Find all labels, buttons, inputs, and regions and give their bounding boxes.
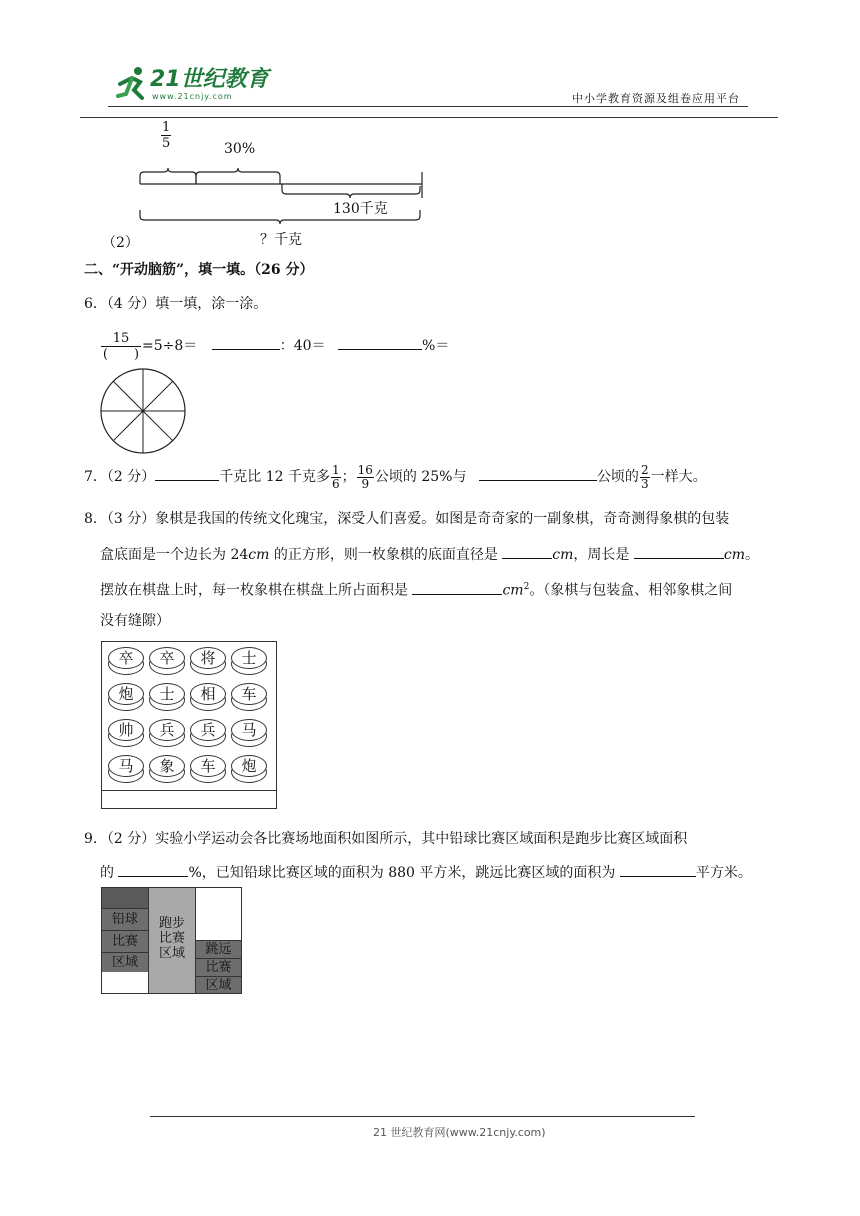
q8-line3a: 摆放在棋盘上时，每一枚象棋在棋盘上所占面积是: [100, 582, 413, 599]
q8-line2b: 的正方形，则一枚象棋的底面直径是: [269, 547, 503, 563]
longjump-label-1: 跳远: [196, 941, 241, 959]
chess-piece-label: 士: [241, 649, 257, 667]
q7-frac-1: [331, 464, 341, 491]
header: [0, 0, 860, 120]
q5-total-label: ？千克: [260, 232, 302, 248]
shotput-label-3: 区域: [111, 955, 138, 970]
chess-piece: [149, 719, 185, 747]
chess-piece-label: 卒: [159, 649, 175, 667]
chess-piece-label: 炮: [118, 685, 134, 703]
q9-blank-area[interactable]: [620, 860, 696, 877]
chess-piece-label: 车: [200, 757, 216, 775]
chess-piece: [231, 755, 267, 783]
q7-f2-num: 16: [357, 462, 373, 477]
chess-piece: [149, 683, 185, 711]
q6-blank-1[interactable]: [212, 333, 280, 350]
chess-piece: [190, 755, 226, 783]
logo: [112, 64, 272, 104]
chess-box-bottom-line: [102, 790, 276, 791]
chess-piece-label: 将: [200, 649, 216, 667]
header-platform-text: 中小学教育资源及组卷应用平台: [572, 92, 740, 105]
q6-frac-num: 15: [101, 331, 141, 347]
q8-blank-circumference[interactable]: [634, 542, 724, 559]
logo-url: www.21cnjy.com: [152, 92, 233, 101]
q8-line2a: 盒底面是一个边长为 24: [100, 547, 249, 563]
q8-unit-cm-a: cm: [248, 547, 270, 563]
q9-line2b: %，已知铅球比赛区域的面积为 880 平方米，跳远比赛区域的面积为: [188, 865, 620, 881]
longjump-label-3: 区域: [205, 978, 232, 993]
longjump-label-2: 比赛: [196, 959, 241, 977]
q5-frac-num: 1: [162, 120, 171, 135]
chess-piece: [149, 755, 185, 783]
q6-eq2: ：40＝: [279, 338, 326, 354]
chess-piece: [231, 719, 267, 747]
q7-t3: 公顷的 25%与: [374, 469, 467, 485]
chess-piece-label: 士: [159, 685, 175, 703]
chess-piece: [190, 647, 226, 675]
q5-part-label: 130千克: [333, 201, 388, 217]
running-label-2: 比赛: [158, 931, 185, 946]
q7-frac-3: [640, 464, 650, 491]
q8-blank-area[interactable]: [412, 578, 502, 595]
q8-line2d: 。: [745, 547, 759, 563]
running-label-1: 跑步: [158, 916, 185, 931]
area-diagram: [101, 887, 242, 994]
q9-line1: 9．（2 分）实验小学运动会各比赛场地面积如图所示，其中铅球比赛区域面积是跑步比赛区域面积: [84, 831, 688, 847]
chess-piece-label: 马: [118, 757, 134, 775]
footer-rule: [150, 1116, 695, 1117]
q7-t5: 一样大。: [650, 469, 707, 485]
q7-blank-2[interactable]: [479, 464, 597, 481]
q9-line2a: 的: [100, 865, 119, 881]
q5-fraction: [161, 120, 171, 151]
q7-t2: ；: [341, 469, 356, 485]
q6-circle[interactable]: [99, 367, 187, 455]
q7-f3-den: 3: [640, 476, 649, 491]
chess-piece-label: 兵: [159, 721, 175, 739]
chess-box: [101, 641, 277, 809]
q8-line3b: 。（象棋与包装盒、相邻象棋之间: [529, 582, 733, 599]
chess-piece: [190, 683, 226, 711]
q8-blank-diameter[interactable]: [502, 542, 552, 559]
q7-line: [84, 462, 707, 492]
chess-piece-label: 象: [159, 757, 175, 775]
logo-text: 21世纪教育: [150, 67, 269, 92]
section2-title: 二、“开动脑筋”，填一填。（26 分）: [84, 262, 314, 278]
q8-unit-cm2: cm: [502, 582, 524, 599]
chess-piece: [108, 719, 144, 747]
q5-item-label: （2）: [102, 235, 139, 251]
chess-piece-label: 炮: [241, 757, 257, 775]
shotput-label-2: 比赛: [102, 931, 148, 953]
q8-line2: [100, 542, 759, 566]
running-label-3: 区域: [158, 946, 185, 961]
q8-line2c: ，周长是: [573, 547, 634, 563]
q7-prefix: 7．（2 分）: [84, 469, 156, 485]
shotput-label-1: 铅球: [102, 909, 148, 931]
q5-frac-den: 5: [162, 136, 171, 151]
q6-fraction: [101, 331, 141, 362]
q8-line3: [100, 576, 732, 602]
q8-sup2: 2: [523, 582, 530, 592]
chess-piece: [231, 647, 267, 675]
q6-frac-den: ( ): [102, 346, 140, 362]
q7-t1: 千克比 12 千克多: [219, 469, 330, 485]
chess-piece-label: 车: [241, 685, 257, 703]
q7-frac-2: [357, 464, 374, 491]
q5-braces: [100, 158, 440, 268]
q7-t4: 公顷的: [596, 469, 639, 485]
footer-text: 21 世纪教育网(www.21cnjy.com): [373, 1126, 546, 1139]
q8-unit-cm-b: cm: [552, 547, 574, 563]
q5-percent: 30%: [224, 141, 256, 157]
chess-piece: [190, 719, 226, 747]
chess-piece: [108, 683, 144, 711]
q7-f1-den: 6: [331, 476, 340, 491]
q5-diagram: [100, 118, 440, 253]
runner-logo-icon: [112, 64, 152, 104]
header-rule: [108, 106, 748, 107]
q8-line1: 8．（3 分）象棋是我国的传统文化瑰宝，深受人们喜爱。如图是奇奇家的一副象棋，奇奇测得象棋的包装: [84, 511, 730, 527]
q9-line2c: 平方米。: [695, 865, 752, 881]
chess-piece-label: 相: [200, 685, 216, 703]
chess-piece: [231, 683, 267, 711]
chess-piece-label: 帅: [118, 721, 134, 739]
q7-blank-1[interactable]: [155, 464, 219, 481]
q6-blank-2[interactable]: [338, 333, 422, 350]
longjump-area: [196, 940, 241, 993]
q6-equation: [100, 326, 449, 366]
running-area: [148, 888, 196, 993]
q7-f3-num: 2: [640, 462, 649, 477]
q7-f1-num: 1: [331, 462, 340, 477]
q6-prompt: 6．（4 分）填一填，涂一涂。: [84, 296, 268, 312]
chess-piece-label: 卒: [118, 649, 134, 667]
chess-piece: [149, 647, 185, 675]
q8-line4: 没有缝隙）: [100, 613, 170, 629]
chess-piece: [108, 647, 144, 675]
chess-piece-label: 兵: [200, 721, 216, 739]
q8-unit-cm-c: cm: [723, 547, 745, 563]
shotput-top-block: [102, 888, 148, 908]
shotput-area: [102, 908, 148, 972]
chess-piece: [108, 755, 144, 783]
chess-piece-label: 马: [241, 721, 257, 739]
q6-eq1: =5÷8＝: [142, 338, 198, 354]
q6-eq3: %＝: [422, 338, 450, 354]
q9-line2: [100, 860, 752, 884]
q9-blank-percent[interactable]: [118, 860, 188, 877]
q7-f2-den: 9: [361, 476, 370, 491]
